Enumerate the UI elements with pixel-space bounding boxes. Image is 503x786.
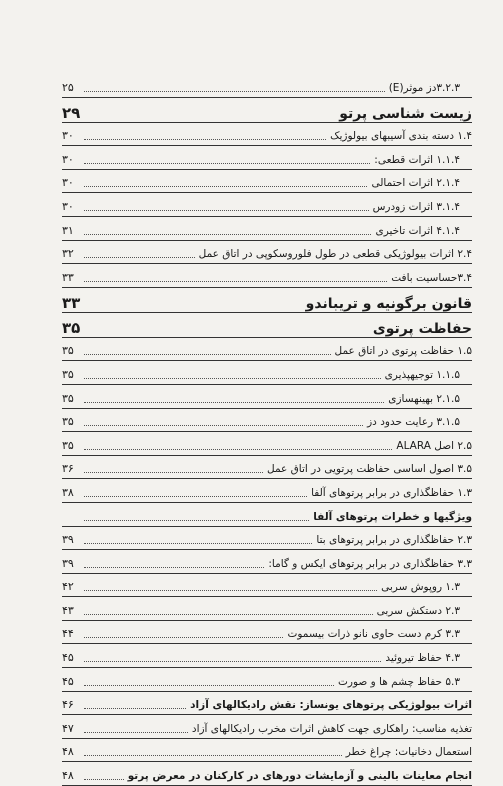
toc-entry (62, 193, 472, 217)
toc-page-number: ۴۵ (62, 651, 74, 665)
toc-leader-dots (84, 614, 373, 615)
toc-entry-title: ۳.۵ اصول اساسی حفاظت پرتویی در اتاق عمل (267, 463, 472, 476)
toc-page-number: ۳۳ (62, 293, 81, 312)
toc-entry-title: ۳.۴حساسیت بافت (391, 271, 472, 284)
toc-entry-title: ۳.۱.۵ رعایت حدود دز (367, 416, 460, 429)
toc-leader-dots (84, 708, 186, 709)
toc-page-number: ۳۰ (62, 176, 74, 190)
toc-entry (62, 146, 472, 170)
toc-entry (62, 668, 472, 692)
toc-entry (62, 597, 472, 621)
toc-entry (62, 456, 472, 480)
toc-entry (62, 241, 472, 265)
toc-page-number: ۴۶ (62, 698, 74, 712)
toc-leader-dots (84, 210, 369, 211)
toc-chapter-heading (62, 288, 472, 313)
toc-page-number: ۳۵ (62, 391, 74, 405)
toc-leader-dots (84, 378, 381, 379)
toc-leader-dots (84, 139, 326, 140)
toc-entry (62, 217, 472, 241)
toc-page-number: ۳۸ (62, 485, 74, 499)
toc-page-number: ۴۷ (62, 721, 74, 735)
toc-entry (62, 385, 472, 409)
toc-leader-dots (84, 257, 195, 258)
toc-entry-title: قانون برگونیه و تریباندو (305, 295, 472, 312)
toc-page-number: ۳۰ (62, 129, 74, 143)
toc-entry-title: زیست شناسی پرتو (339, 105, 472, 122)
toc-page-number: ۳۹ (62, 556, 74, 570)
toc-entry-title: ۳.۲.۳دز موثر(E) (388, 81, 460, 94)
toc-leader-dots (84, 732, 188, 733)
table-of-contents (62, 74, 472, 786)
toc-leader-dots (84, 543, 312, 544)
toc-entry-title: ۴.۱.۴ اثرات تاخیری (375, 224, 460, 237)
toc-entry (62, 338, 472, 362)
toc-entry (62, 479, 472, 503)
toc-page-number: ۳۳ (62, 270, 74, 284)
toc-leader-dots (84, 91, 385, 92)
toc-entry-title: تغذیه مناسب: راهکاری جهت کاهش اثرات مخرب رادیکالهای آزاد (191, 722, 472, 735)
toc-entry-title: حفاظت پرتوی (372, 320, 472, 337)
toc-leader-dots (84, 186, 367, 187)
toc-entry-title: ۲.۳ دستکش سربی (376, 604, 460, 617)
toc-entry-title: ۱.۳ حفاظگذاری در برابر پرتوهای آلفا (311, 486, 472, 499)
toc-entry-title: ۴.۳ حفاظ تیروئید (385, 652, 460, 665)
toc-entry (62, 170, 472, 194)
toc-entry (62, 715, 472, 739)
toc-leader-dots (84, 163, 370, 164)
toc-page-number: ۳۵ (62, 344, 74, 358)
toc-entry (62, 264, 472, 288)
toc-leader-dots (84, 685, 334, 686)
toc-leader-dots (84, 472, 263, 473)
toc-leader-dots (84, 520, 309, 521)
toc-page-number: ۴۲ (62, 580, 74, 594)
toc-entry-title: ۱.۳ روپوش سربی (381, 581, 460, 594)
toc-entry (62, 692, 472, 716)
toc-page-number: ۴۵ (62, 674, 74, 688)
toc-leader-dots (84, 567, 264, 568)
toc-leader-dots (84, 234, 371, 235)
toc-page-number: ۲۵ (62, 80, 74, 94)
toc-page-number: ۳۲ (62, 247, 74, 261)
toc-entry-title: انجام معاینات بالینی و آزمایشات دورهای در کارکنان در معرض پرتو (127, 770, 472, 783)
toc-page-number: ۳۹ (62, 533, 74, 547)
toc-page-number: ۴۳ (62, 603, 74, 617)
toc-entry-title: ۵.۳ حفاظ چشم ها و صورت (338, 675, 460, 688)
toc-leader-dots (84, 425, 363, 426)
toc-entry-title: ۱.۱.۴ اثرات قطعی: (374, 153, 460, 166)
toc-leader-dots (84, 590, 377, 591)
toc-leader-dots (84, 354, 331, 355)
toc-entry-title: ۳.۱.۴ اثرات زودرس (372, 200, 460, 213)
toc-chapter-heading (62, 313, 472, 338)
toc-entry (62, 74, 472, 98)
toc-entry (62, 409, 472, 433)
toc-page-number: ۴۴ (62, 627, 74, 641)
toc-page-number: ۳۰ (62, 199, 74, 213)
toc-entry-title: ۳.۳ کرم دست حاوی نانو ذرات بیسموت (287, 628, 460, 641)
toc-page-number: ۳۱ (62, 223, 74, 237)
toc-page-number: ۳۰ (62, 152, 74, 166)
toc-entry (62, 739, 472, 763)
toc-entry (62, 574, 472, 598)
toc-entry-title: ویژگیها و خطرات پرتوهای آلفا (313, 510, 472, 523)
toc-leader-dots (84, 449, 392, 450)
toc-leader-dots (84, 755, 342, 756)
toc-page-number: ۳۵ (62, 415, 74, 429)
toc-entry-title: ۱.۴ دسته بندی آسیبهای بیولوژیک (330, 130, 472, 143)
toc-entry-title: ۲.۱.۵ بهینهسازی (388, 392, 460, 405)
toc-entry-title: ۲.۴ اثرات بیولوژیکی قطعی در طول فلوروسکوپی در اتاق عمل (198, 248, 472, 261)
toc-page-number: ۴۸ (62, 769, 74, 783)
toc-page-number: ۲۹ (62, 103, 81, 122)
toc-leader-dots (84, 779, 124, 780)
toc-entry (62, 621, 472, 645)
toc-leader-dots (84, 402, 384, 403)
toc-entry-title: ۱.۱.۵ توجیهپذیری (384, 368, 460, 381)
toc-entry (62, 123, 472, 147)
toc-entry (62, 503, 472, 527)
toc-page-number: ۳۵ (62, 367, 74, 381)
toc-chapter-heading (62, 98, 472, 123)
toc-leader-dots (84, 637, 283, 638)
toc-entry-title: ۲.۱.۴ اثرات احتمالی (371, 177, 460, 190)
toc-entry (62, 432, 472, 456)
toc-entry (62, 644, 472, 668)
toc-entry (62, 361, 472, 385)
toc-entry (62, 550, 472, 574)
toc-page-number: ۴۸ (62, 745, 74, 759)
toc-entry-title: ۳.۳ حفاظگذاری در برابر پرتوهای ایکس و گاما: (268, 557, 472, 570)
toc-entry (62, 527, 472, 551)
toc-page-number: ۳۶ (62, 462, 74, 476)
toc-leader-dots (84, 661, 381, 662)
toc-entry-title: اثرات بیولوژیکی پرتوهای یونساز: نقش رادیکالهای آزاد (190, 699, 472, 712)
toc-entry-title: ۱.۵ حفاظت پرتوی در اتاق عمل (334, 345, 472, 358)
toc-leader-dots (84, 281, 387, 282)
toc-entry-title: ۲.۳ حفاظگذاری در برابر پرتوهای بتا (316, 534, 472, 547)
toc-entry-title: ۲.۵ اصل ALARA (396, 439, 472, 452)
toc-page-number: ۳۵ (62, 438, 74, 452)
toc-page-number: ۳۵ (62, 318, 81, 337)
toc-entry-title: استعمال دخانیات: چراغ خطر (345, 746, 472, 759)
toc-entry (62, 762, 472, 786)
toc-leader-dots (84, 496, 307, 497)
